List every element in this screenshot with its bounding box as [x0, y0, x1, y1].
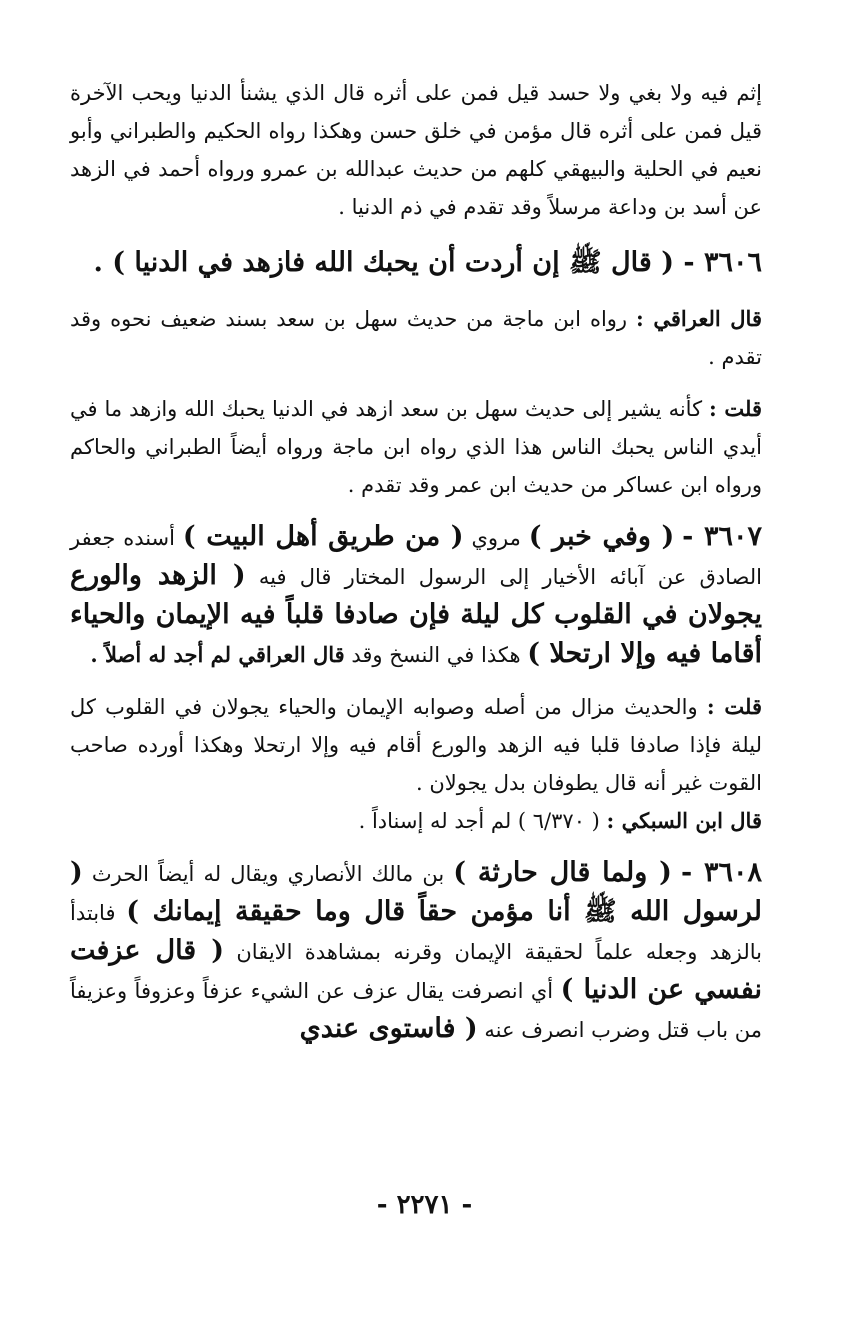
hadith-phrase: ( لرسول الله ﷺ أنا مؤمن حقاً قال وما حقيقة إيمانك ) [70, 857, 762, 927]
hadith-commentary: هكذا في النسخ وقد [351, 643, 521, 667]
paragraph-continuation: إثم فيه ولا بغي ولا حسد قيل فمن على أثره قال الذي يشنأ الدنيا ويحب الآخرة قيل فمن على أثره قال مؤمن في خلق حسن وهكذا رواه الحكيم والطبراني وأبو نعيم في الحلية والبيهقي كلهم من حديث عبدالله بن عمرو ورواه أحمد في الزهد عن أسد بن وداعة مرسلاً وقد تقدم في ذم الدنيا . [70, 81, 762, 219]
hadith-commentary: أسنده جعفر الصادق عن آبائه الأخيار إلى الرسول المختار قال فيه [70, 526, 762, 589]
hadith-phrase: ( ولما قال حارثة ) [453, 857, 672, 888]
hadith-number: ٣٦٠٨ - [680, 857, 762, 888]
paragraph-text: رواه ابن ماجة من حديث سهل بن سعد بسند ضعيف نحوه وقد تقدم . [70, 307, 762, 369]
paragraph-label: قلت : [709, 396, 763, 421]
hadith-3607 [70, 518, 762, 674]
hadith-commentary: فابتدأ بالزهد وجعله علماً لحقيقة الإيمان وقرنه بمشاهدة الايقان [70, 901, 762, 964]
hadith-commentary: مروي [471, 526, 521, 550]
hadith-phrase: ( فاستوى عندي [299, 1013, 478, 1044]
paragraph-iraqi [70, 300, 762, 376]
hadith-commentary: بن مالك الأنصاري ويقال له أيضاً الحرث [91, 862, 445, 886]
paragraph-qult-2 [70, 688, 762, 802]
hadith-commentary: أي انصرفت يقال عزف عن الشيء عزفاً وعزوفاً وعزيفاً من باب قتل وضرب انصرف عنه [70, 979, 762, 1042]
paragraph-text: كأنه يشير إلى حديث سهل بن سعد ازهد في الدنيا يحبك الله وازهد ما في أيدي الناس يحبك الناس هذا الذي رواه ابن ماجة ورواه أيضاً الطبراني والحاكم ورواه ابن عساكر من حديث ابن عمر وقد تقدم . [70, 397, 762, 497]
hadith-phrase: ( الزهد والورع يجولان في القلوب كل ليلة فإن صادفا قلباً فيه الإيمان والحياء أقاما فيه وإلا ارتحلا ) [70, 560, 762, 669]
paragraph-label: قال ابن السبكي : [606, 808, 762, 833]
page-body [70, 74, 762, 1049]
hadith-3606 [70, 240, 762, 286]
paragraph-text: ( ٦/٣٧٠ ) لم أجد له إسناداً . [358, 809, 600, 833]
hadith-phrase: ( وفي خبر ) [528, 521, 675, 552]
hadith-3608 [70, 854, 762, 1049]
hadith-commentary-bold: قال العراقي لم أجد له أصلاً . [90, 642, 345, 667]
hadith-phrase: ( من طريق أهل البيت ) [182, 521, 464, 552]
paragraph-subki [70, 802, 762, 840]
paragraph-qult-1 [70, 390, 762, 504]
paragraph-label: قال العراقي : [636, 306, 762, 331]
paragraph-text: والحديث مزال من أصله وصوابه الإيمان والحياء يجولان في القلوب كل ليلة فإذا صادفا قلبا فيه الزهد والورع أقام فيه وإلا ارتحلا وهكذا أورده صاحب القوت غير أنه قال يطوفان بدل يجولان . [70, 695, 762, 795]
hadith-number: ٣٦٠٧ - [682, 521, 762, 552]
paragraph-label: قلت : [706, 694, 762, 719]
hadith-text: ( قال ﷺ إن أردت أن يحبك الله فازهد في الدنيا ) . [93, 247, 674, 278]
hadith-phrase: ( قال عزفت نفسي عن الدنيا ) [70, 935, 762, 1005]
hadith-number: ٣٦٠٦ - [683, 247, 762, 278]
page-number: - ٢٢٧١ - [376, 1190, 473, 1220]
